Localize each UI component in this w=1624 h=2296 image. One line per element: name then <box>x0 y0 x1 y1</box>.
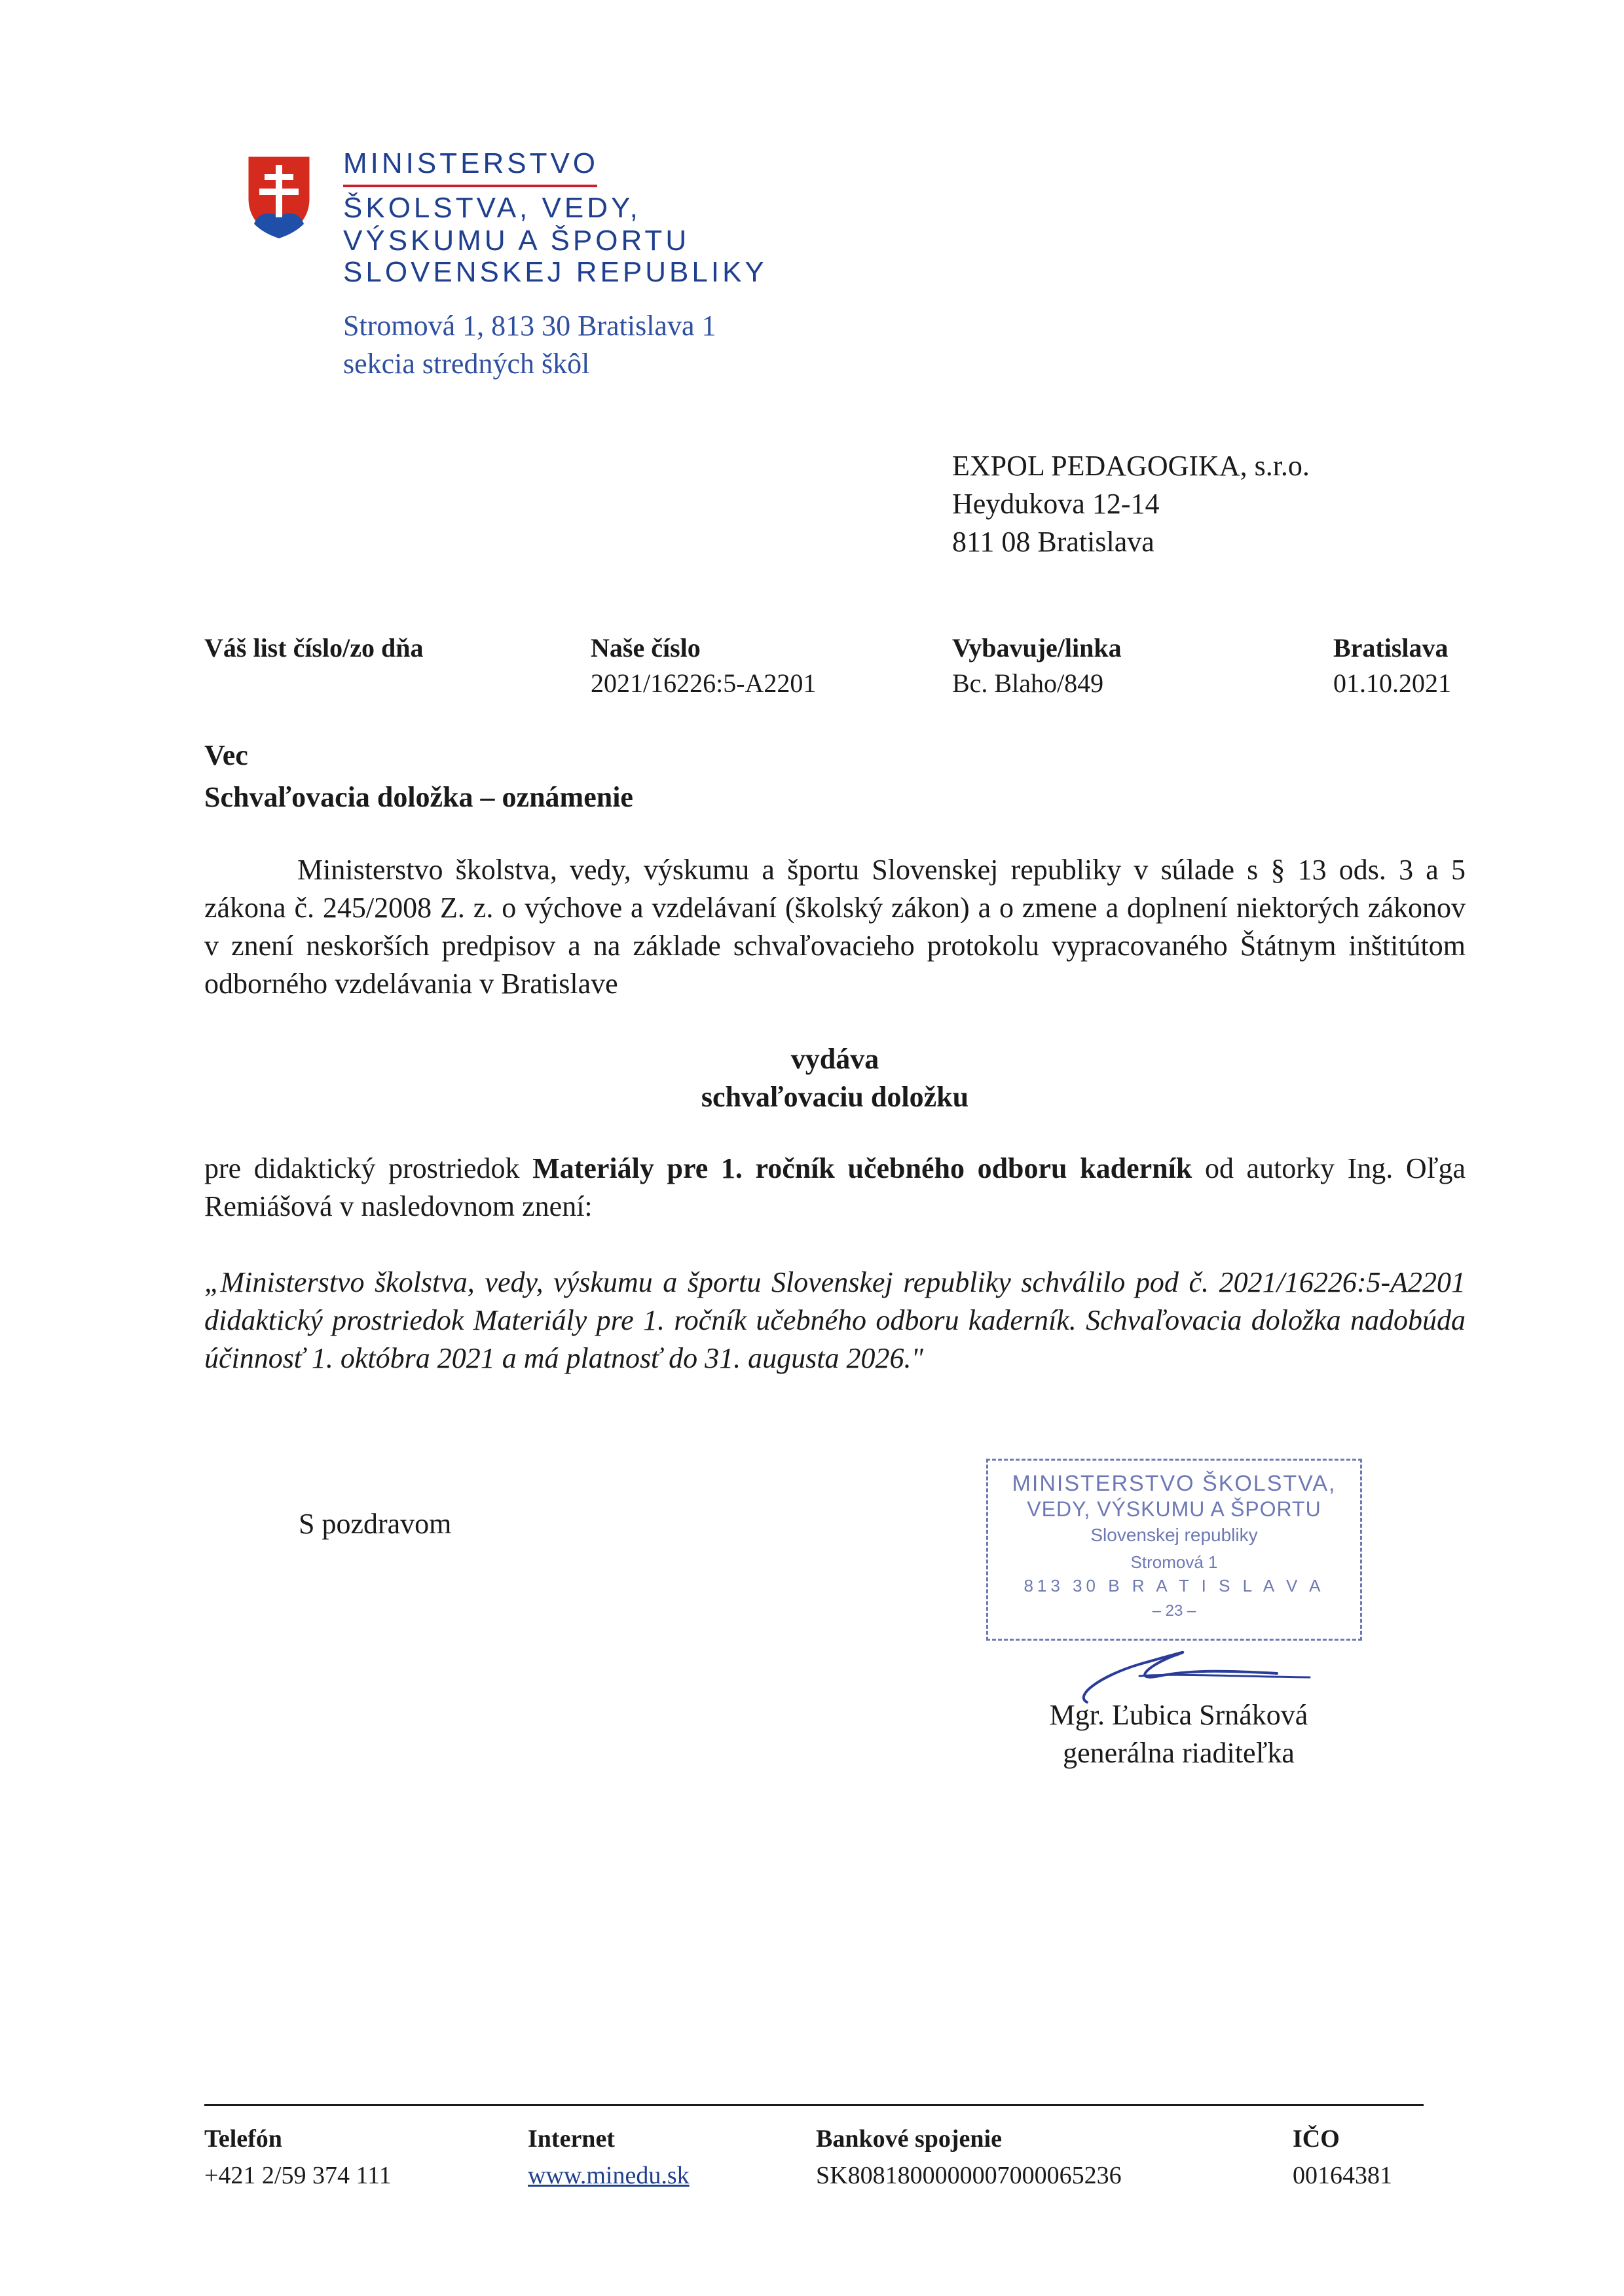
issues-heading: vydáva <box>790 1043 879 1075</box>
subject-label: Vec <box>204 739 248 771</box>
handled-by-label: Vybavuje/linka <box>952 633 1122 663</box>
ministry-name-line-3: VÝSKUMU A ŠPORTU <box>343 225 690 257</box>
ministry-red-rule <box>343 185 597 187</box>
signer-title: generálna riaditeľka <box>1063 1737 1295 1769</box>
your-letter-label: Váš list číslo/zo dňa <box>204 633 424 663</box>
stamp-line-4: Stromová 1 <box>1130 1552 1218 1572</box>
official-stamp <box>986 1459 1362 1641</box>
stamp-line-6: – 23 – <box>1152 1602 1196 1620</box>
greeting: S pozdravom <box>299 1508 452 1540</box>
recipient-name: EXPOL PEDAGOGIKA, s.r.o. <box>952 450 1310 482</box>
stamp-line-5: 813 30 B R A T I S L A V A <box>1024 1576 1325 1595</box>
footer-phone: +421 2/59 374 111 <box>204 2162 392 2189</box>
tool-paragraph <box>204 1150 1466 1226</box>
footer-bank-account: SK8081800000007000065236 <box>816 2162 1122 2189</box>
ministry-section: sekcia stredných škôl <box>343 348 590 380</box>
ministry-name-line-1: MINISTERSTVO <box>343 147 599 179</box>
letter-date: 01.10.2021 <box>1333 668 1451 698</box>
footer-phone-label: Telefón <box>204 2125 282 2153</box>
footer-internet-link[interactable]: www.minedu.sk <box>528 2162 690 2189</box>
tool-suffix: od autorky Ing. Oľga Remiášová v nasledovnom znení: <box>204 1152 1466 1222</box>
ministry-name-line-4: SLOVENSKEJ REPUBLIKY <box>343 256 767 288</box>
tool-prefix: pre didaktický prostriedok <box>204 1152 520 1184</box>
subject-title: Schvaľovacia doložka – oznámenie <box>204 781 633 813</box>
ministry-address: Stromová 1, 813 30 Bratislava 1 <box>343 310 716 342</box>
clause-quote: „Ministerstvo školstva, vedy, výskumu a športu Slovenskej republiky schválilo pod č. 2021/16226:5-A2201 didaktický prostriedok Materiály pre 1. ročník učebného odboru kaderník. Schvaľovacia doložka nadobúda účinnosť 1. októbra 2021 a má platnosť do 31. augusta 2026." <box>204 1266 1466 1374</box>
footer-internet-label: Internet <box>528 2125 615 2153</box>
footer-ico-label: IČO <box>1293 2125 1340 2153</box>
handled-by-value: Bc. Blaho/849 <box>952 668 1104 698</box>
slovak-coat-of-arms-icon <box>245 153 313 241</box>
body-paragraph: Ministerstvo školstva, vedy, výskumu a športu Slovenskej republiky v súlade s § 13 ods. 3 a 5 zákona č. 245/2008 Z. z. o výchove a vzdelávaní (školský zákon) a o zmene a doplnení niektorých zákonov v znení neskorších predpisov a na základe schvaľovacieho protokolu vypracovaného Štátnym inštitútom odborného vzdelávania v Bratislave <box>204 854 1466 1000</box>
footer-rule <box>204 2104 1424 2106</box>
recipient-street: Heydukova 12-14 <box>952 488 1160 520</box>
tool-name: Materiály pre 1. ročník učebného odboru kaderník <box>532 1152 1192 1184</box>
footer-bank-label: Bankové spojenie <box>816 2125 1002 2153</box>
clause-heading: schvaľovaciu doložku <box>701 1081 969 1113</box>
ministry-name-line-2: ŠKOLSTVA, VEDY, <box>343 192 641 224</box>
our-number-value: 2021/16226:5-A2201 <box>591 668 817 698</box>
stamp-line-1: MINISTERSTVO ŠKOLSTVA, <box>1012 1471 1337 1496</box>
stamp-line-3: Slovenskej republiky <box>1090 1525 1258 1545</box>
signer-name: Mgr. Ľubica Srnáková <box>1049 1699 1308 1731</box>
stamp-line-2: VEDY, VÝSKUMU A ŠPORTU <box>1027 1497 1321 1521</box>
our-number-label: Naše číslo <box>591 633 701 663</box>
footer-ico: 00164381 <box>1293 2162 1392 2189</box>
place-label: Bratislava <box>1333 633 1449 663</box>
recipient-city: 811 08 Bratislava <box>952 526 1154 558</box>
